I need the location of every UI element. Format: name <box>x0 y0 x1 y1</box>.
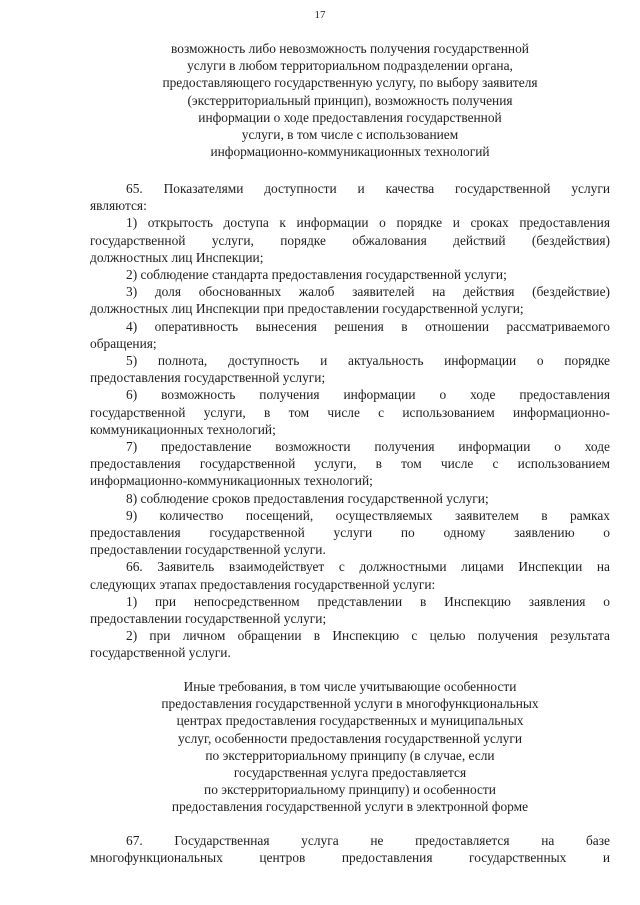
text-line: 6) возможность получения информации о ходе предоставления <box>126 387 610 403</box>
text-line: 2) при личном обращении в Инспекцию с целью получения результата <box>126 628 610 644</box>
list-item-4 <box>90 318 610 352</box>
text-line: 3) доля обоснованных жалоб заявителей на действия (бездействие) <box>126 284 610 300</box>
list-item-2 <box>90 266 610 283</box>
page-number: 17 <box>314 9 326 21</box>
text-line: 1) при непосредственном представлении в Инспекцию заявления о <box>126 593 610 609</box>
text-line: 9) количество посещений, осуществляемых заявителем в рамках <box>126 507 610 523</box>
heading-line: услуги в любом территориальном подразделении органа, <box>187 58 513 74</box>
text-line: должностных лиц Инспекции при предоставлении государственной услуги; <box>90 301 524 317</box>
heading-line: услуги, в том числе с использованием <box>241 127 459 143</box>
heading-line: государственная услуга предоставляется <box>233 765 467 781</box>
heading-line: информации о ходе предоставления государственной <box>198 109 502 125</box>
heading-line: центрах предоставления государственных и муниципальных <box>176 713 524 729</box>
section-heading-accessibility <box>90 40 610 160</box>
section-heading-other-requirements <box>90 678 610 816</box>
text-line: должностных лиц Инспекции; <box>90 249 264 265</box>
text-line: государственной услуги, в том числе с использованием информационно- <box>90 404 610 420</box>
text-line: 4) оперативность вынесения решения в отношении рассматриваемого <box>126 318 610 334</box>
main-paragraphs <box>90 180 610 662</box>
paragraph-67-block <box>90 832 610 866</box>
text-line: 67. Государственная услуга не предоставляется на базе <box>126 833 610 848</box>
text-line: 7) предоставление возможности получения информации о ходе <box>126 439 610 455</box>
text-line: предоставления государственной услуги по одному заявлению о <box>90 525 610 541</box>
text-line: государственной услуги, порядке обжалования действий (бездействия) <box>90 232 610 248</box>
list-item-66-2 <box>90 627 610 661</box>
paragraph-67 <box>90 832 610 866</box>
text-line: обращения; <box>90 335 157 351</box>
heading-line: услуг, особенности предоставления государственной услуги <box>177 730 523 746</box>
heading-line: по экстерриториальному принципу) и особенности <box>204 782 496 798</box>
text-line: коммуникационных технологий; <box>90 421 276 437</box>
heading-line: (экстерриториальный принцип), возможность получения <box>187 92 513 108</box>
heading-line: возможность либо невозможность получения государственной <box>171 41 529 56</box>
paragraph-66 <box>90 558 610 592</box>
heading-line: предоставляющего государственную услугу, по выбору заявителя <box>162 75 538 91</box>
list-item-6 <box>90 386 610 438</box>
text-line: являются: <box>90 198 147 214</box>
heading-line: Иные требования, в том числе учитывающие особенности <box>183 679 517 694</box>
list-item-3 <box>90 283 610 317</box>
text-line: 8) соблюдение сроков предоставления государственной услуги; <box>126 490 489 506</box>
heading-line: предоставления государственной услуги в электронной форме <box>171 799 529 815</box>
list-item-66-1 <box>90 593 610 627</box>
list-item-8 <box>90 490 610 507</box>
text-line: государственной услуги. <box>90 645 231 661</box>
text-line: 1) открытость доступа к информации о порядке и сроках предоставления <box>126 215 610 231</box>
list-item-9 <box>90 507 610 559</box>
text-line: 65. Показателями доступности и качества государственной услуги <box>126 181 610 196</box>
list-item-1 <box>90 214 610 266</box>
text-line: многофункциональных центров предоставления государственных и <box>90 850 610 866</box>
text-line: предоставлении государственной услуги; <box>90 611 327 627</box>
text-line: предоставления государственной услуги; <box>90 370 326 386</box>
text-line: 2) соблюдение стандарта предоставления государственной услуги; <box>126 267 507 283</box>
text-line: 66. Заявитель взаимодействует с должностными лицами Инспекции на <box>126 559 610 575</box>
list-item-5 <box>90 352 610 386</box>
heading-line: по экстерриториальному принципу (в случае, если <box>205 747 495 763</box>
paragraph-65 <box>90 180 610 214</box>
text-line: следующих этапах предоставления государственной услуги: <box>90 576 436 592</box>
list-item-7 <box>90 438 610 490</box>
text-line: предоставления государственной услуги, в том числе с использованием <box>90 456 610 472</box>
text-line: информационно-коммуникационных технологий; <box>90 473 373 489</box>
text-line: 5) полнота, доступность и актуальность информации о порядке <box>126 353 610 369</box>
text-line: предоставлении государственной услуги. <box>90 542 326 558</box>
heading-line: информационно-коммуникационных технологий <box>210 144 490 160</box>
heading-line: предоставления государственной услуги в многофункциональных <box>161 696 539 712</box>
